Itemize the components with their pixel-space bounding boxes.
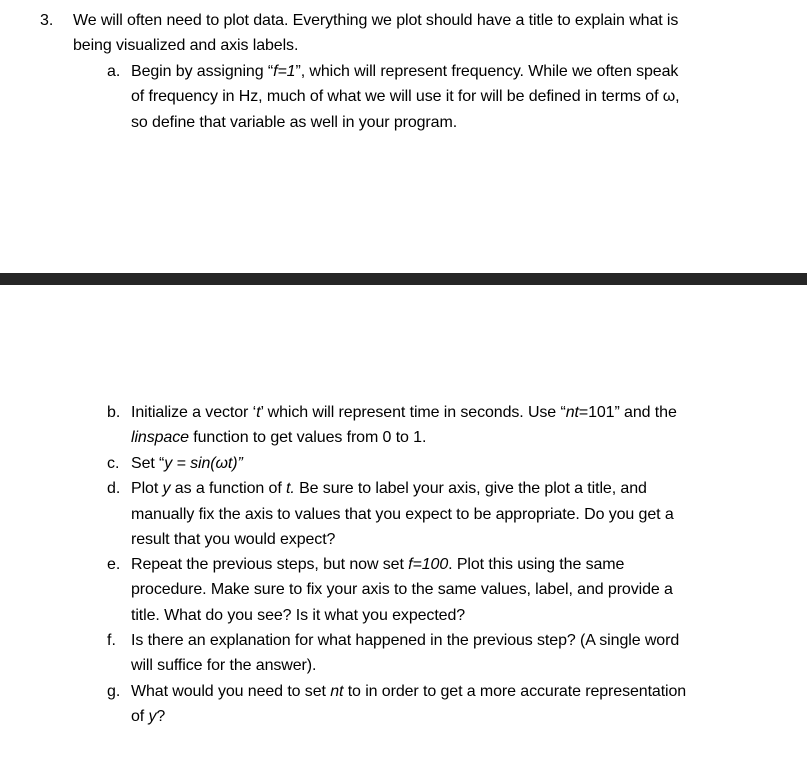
- part-a-line-3: so define that variable as well in your program.: [131, 114, 458, 131]
- part-d-line-1: [131, 479, 647, 499]
- part-g-text: ?: [156, 708, 166, 725]
- part-c-expr: y = sin(ωt): [164, 455, 238, 472]
- part-f-line-1: Is there an explanation for what happened in the previous step? (A single word: [131, 632, 680, 649]
- part-g-nt-var: nt: [330, 683, 344, 700]
- part-d-text: as a function of: [170, 480, 287, 497]
- part-d-text: Plot: [131, 480, 163, 497]
- part-e-text: . Plot this using the same: [448, 556, 625, 573]
- part-d-marker: d.: [107, 480, 121, 497]
- part-g-line-1: [131, 682, 686, 702]
- part-f-marker: f.: [107, 632, 116, 649]
- part-d-line-3: result that you would expect?: [131, 531, 336, 548]
- part-b-line-2: [131, 428, 426, 448]
- part-e-line-2: procedure. Make sure to fix your axis to the same values, label, and provide a: [131, 581, 673, 598]
- part-e-marker: e.: [107, 556, 121, 573]
- part-b-marker: b.: [107, 404, 121, 421]
- part-c-text: Set “: [131, 455, 165, 472]
- part-e-line-3: title. What do you see? Is it what you expected?: [131, 607, 466, 624]
- part-b-linspace: linspace: [131, 429, 189, 446]
- part-a-text: ”, which will represent frequency. While we often speak: [295, 63, 679, 80]
- part-b-line-1: [131, 403, 677, 423]
- part-c-text: ”: [237, 455, 243, 472]
- question-line-2: being visualized and axis labels.: [73, 37, 299, 54]
- part-b-text: =101” and the: [578, 404, 677, 421]
- part-d-y-var: y: [162, 480, 171, 497]
- part-a-line-1: [131, 62, 678, 82]
- part-c-marker: c.: [107, 455, 120, 472]
- part-f-line-2: will suffice for the answer).: [131, 657, 317, 674]
- part-b-text: Initialize a vector ‘: [131, 404, 257, 421]
- part-g-line-2: [131, 707, 165, 727]
- part-a-line-2: of frequency in Hz, much of what we will use it for will be defined in terms of ω,: [131, 88, 680, 105]
- part-g-marker: g.: [107, 683, 121, 700]
- part-e-line-1: [131, 555, 624, 575]
- part-b-nt-var: nt: [565, 404, 579, 421]
- part-e-f-expr: f=100: [408, 556, 449, 573]
- part-g-text: to in order to get a more accurate representation: [343, 683, 687, 700]
- part-a-marker: a.: [107, 63, 121, 80]
- part-g-y-var: y: [148, 708, 157, 725]
- part-a-f-expr: f=1: [273, 63, 296, 80]
- section-divider: [0, 273, 807, 285]
- part-c-line-1: [131, 454, 243, 474]
- part-g-text: What would you need to set: [131, 683, 331, 700]
- question-number: 3.: [40, 12, 54, 29]
- part-d-text: Be sure to label your axis, give the plot a title, and: [294, 480, 647, 497]
- part-b-text: function to get values from 0 to 1.: [188, 429, 427, 446]
- part-b-t-var: t: [256, 404, 261, 421]
- part-e-text: Repeat the previous steps, but now set: [131, 556, 409, 573]
- question-line-1: We will often need to plot data. Everything we plot should have a title to explain what is: [73, 12, 679, 29]
- part-d-t-var: t.: [286, 480, 295, 497]
- part-b-text: ’ which will represent time in seconds. Use “: [260, 404, 566, 421]
- part-d-line-2: manually fix the axis to values that you expect to be appropriate. Do you get a: [131, 506, 674, 523]
- part-a-text: Begin by assigning “: [131, 63, 274, 80]
- part-g-text: of: [131, 708, 149, 725]
